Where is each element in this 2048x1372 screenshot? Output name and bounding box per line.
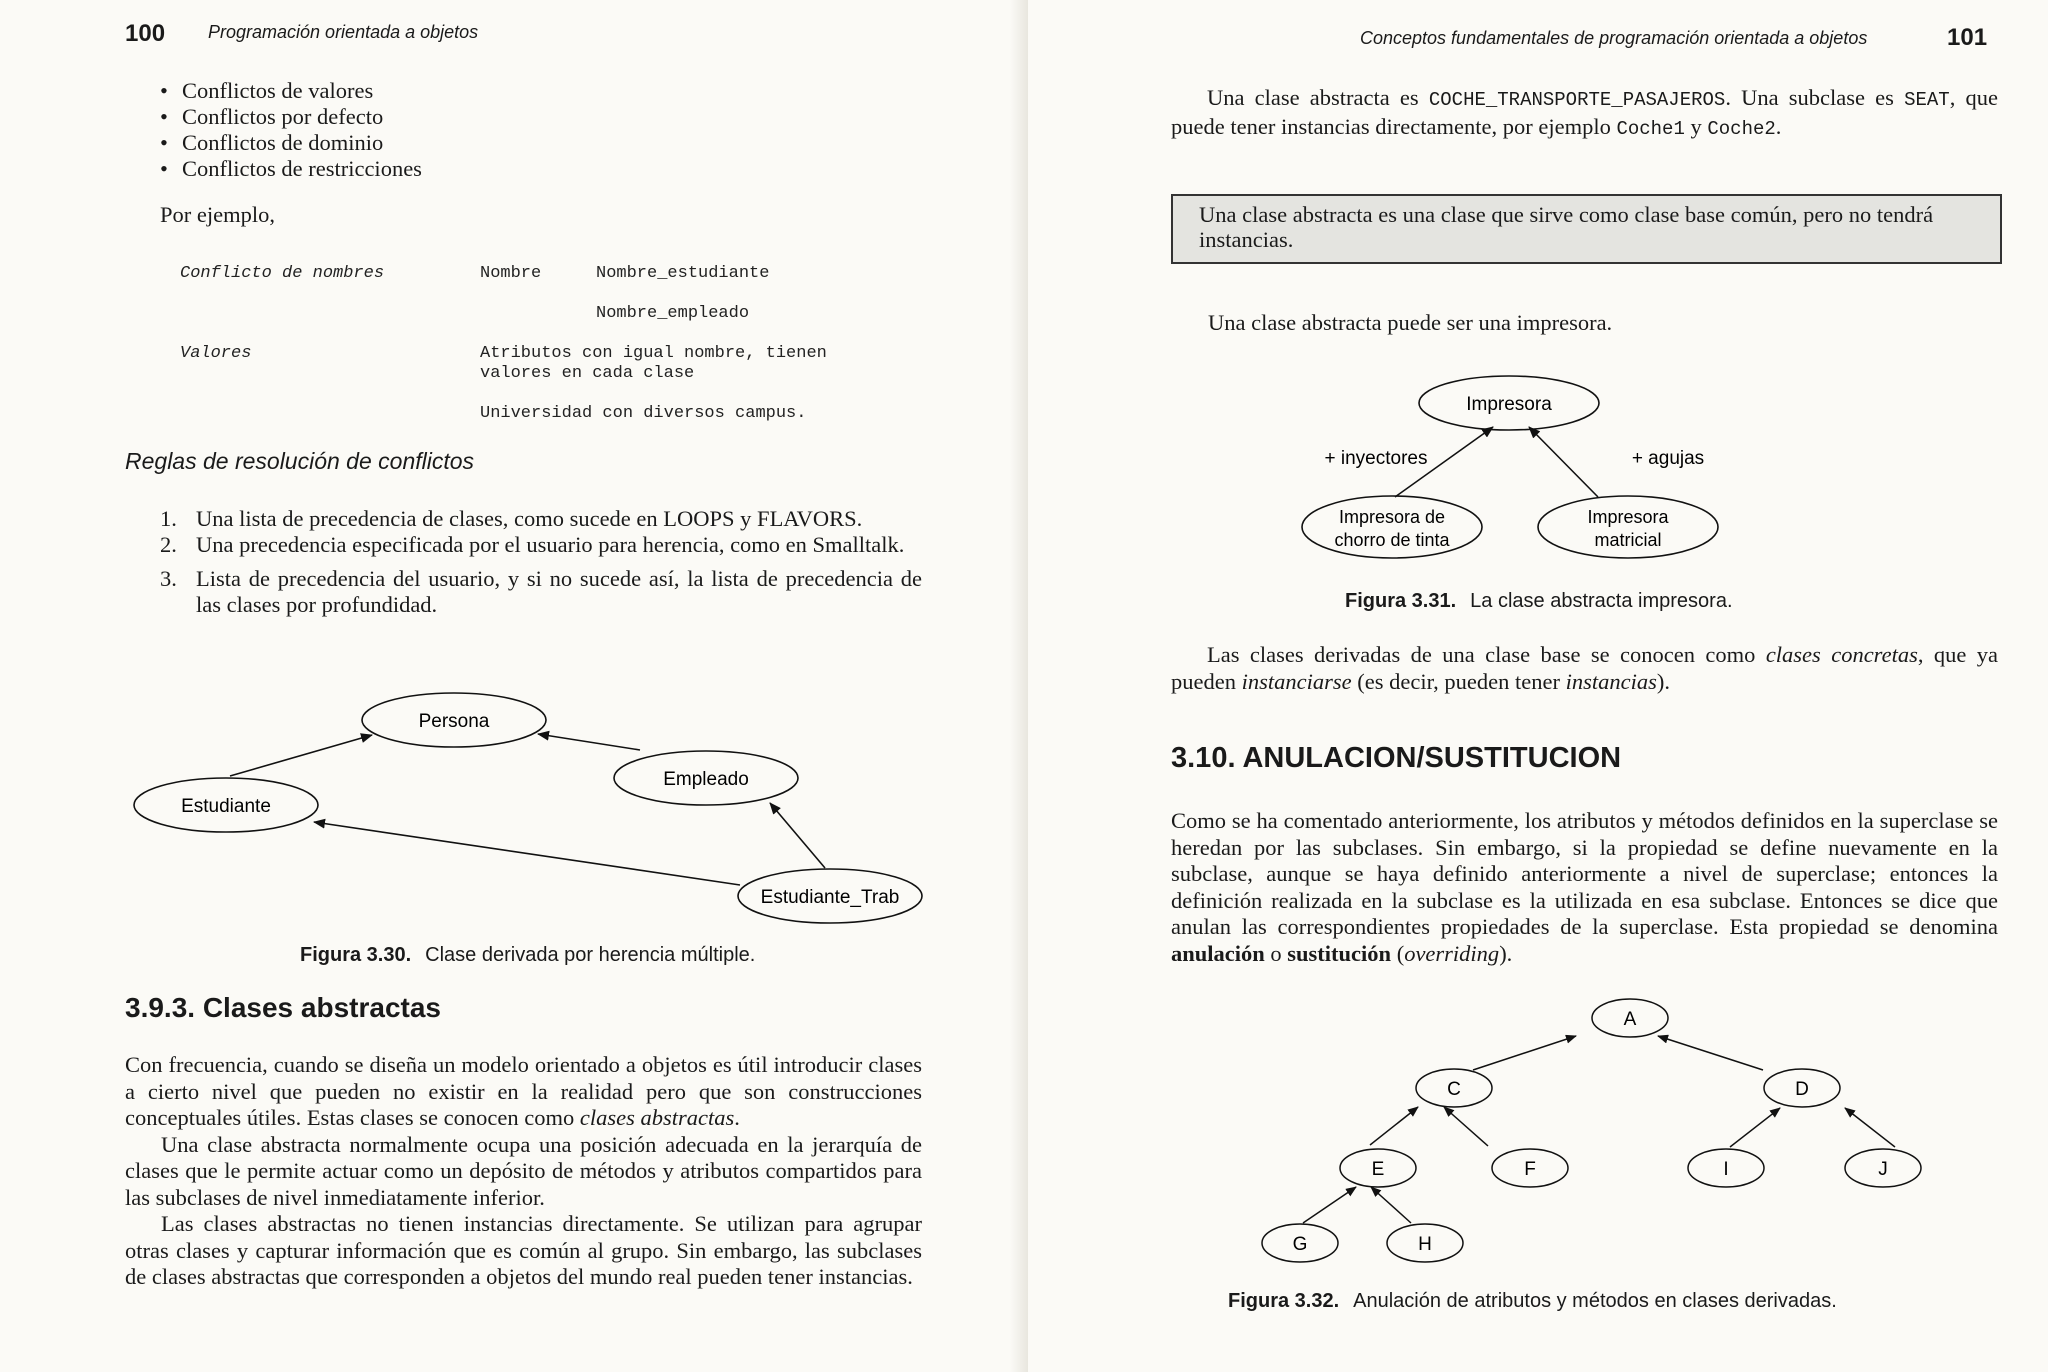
- table-cell: Atributos con igual nombre, tienen: [480, 344, 827, 363]
- paragraph: Las clases abstractas no tienen instancias directamente. Se utilizan para agrupar otras clases y capturar información que es común al grupo. Sin embargo, las subclases de clases abstractas que corresponden a objetos del mundo real pueden tener instancias.: [125, 1211, 922, 1289]
- table-cell: Nombre_empleado: [596, 304, 750, 323]
- node-label: I: [1723, 1159, 1729, 1180]
- edge: [1529, 427, 1598, 497]
- node-label: chorro de tinta: [1334, 530, 1450, 550]
- node-label: Impresora: [1587, 507, 1669, 527]
- node-label: Estudiante: [181, 796, 271, 817]
- node-label: Impresora: [1466, 394, 1552, 415]
- node-label: A: [1623, 1009, 1637, 1030]
- list-item: • Conflictos de valores: [160, 78, 422, 104]
- edge: [1473, 1036, 1576, 1070]
- page-number: 100: [125, 20, 166, 47]
- node-label: Estudiante_Trab: [760, 887, 900, 908]
- node-label: F: [1524, 1159, 1536, 1180]
- edge: [1371, 1187, 1411, 1223]
- edge: [1845, 1108, 1895, 1147]
- table-cell: valores en cada clase: [480, 364, 695, 383]
- edge: [1658, 1036, 1763, 1070]
- list-item: • Conflictos por defecto: [160, 104, 422, 130]
- figure-3-32-diagram: [1228, 990, 1948, 1275]
- edge-label-agujas: + agujas: [1631, 448, 1705, 469]
- figure-3-31-caption: Figura 3.31. La clase abstracta impresora.: [1345, 590, 1733, 612]
- node-label: E: [1371, 1159, 1385, 1180]
- paragraph: Una clase abstracta normalmente ocupa una posición adecuada en la jerarquía de clases que le permite actuar como un depósito de métodos y atributos compartidos para las subclases de nivel inmediatamente inferior.: [125, 1131, 922, 1210]
- list-item: 1. Una lista de precedencia de clases, como sucede en LOOPS y FLAVORS.: [160, 506, 863, 531]
- body-paragraphs: [125, 1052, 922, 1291]
- list-item: 2. Una precedencia especificada por el usuario para herencia, como en Smalltalk.: [160, 532, 905, 557]
- table-row-label: Valores: [180, 344, 252, 363]
- node-label: G: [1292, 1234, 1308, 1255]
- edge: [230, 735, 372, 776]
- node-label: J: [1878, 1159, 1888, 1180]
- edge: [538, 734, 640, 750]
- section-heading-clases-abstractas: 3.9.3. Clases abstractas: [125, 992, 441, 1023]
- edge: [314, 822, 740, 885]
- node-label: C: [1447, 1079, 1461, 1100]
- definition-callout: Una clase abstracta es una clase que sirve como clase base común, pero no tendrá instancias.: [1171, 194, 2002, 264]
- edge: [1370, 1107, 1418, 1145]
- list-item: • Conflictos de restricciones: [160, 156, 422, 182]
- table-row-label: Conflicto de nombres: [180, 264, 385, 283]
- node-label: Empleado: [663, 769, 749, 790]
- edge: [1730, 1108, 1780, 1147]
- table-cell: Nombre: [480, 264, 542, 283]
- edge: [1444, 1107, 1488, 1146]
- running-head: Programación orientada a objetos: [208, 22, 479, 42]
- running-head: Conceptos fundamentales de programación orientada a objetos: [1360, 28, 1868, 48]
- section-heading-anulacion: 3.10. ANULACION/SUSTITUCION: [1171, 742, 1622, 774]
- por-ejemplo: Por ejemplo,: [160, 202, 275, 227]
- node-label: matricial: [1594, 530, 1662, 550]
- node-label: Impresora de: [1338, 507, 1446, 527]
- figure-3-30-diagram: [120, 680, 940, 940]
- figure-3-30-caption: Figura 3.30. Clase derivada por herencia múltiple.: [300, 944, 756, 966]
- list-item: • Conflictos de dominio: [160, 130, 422, 156]
- right-page: [1028, 0, 2048, 1372]
- edge-label-inyectores: + inyectores: [1324, 448, 1428, 469]
- node-label: Persona: [418, 711, 490, 732]
- edge: [770, 803, 825, 868]
- derived-paragraph: Las clases derivadas de una clase base se conocen como clases concretas, que ya pueden instanciarse (es decir, pueden tener instancias).: [1171, 642, 1998, 694]
- conflict-bullet-list: [160, 78, 422, 182]
- printer-sentence: Una clase abstracta puede ser una impresora.: [1208, 310, 1613, 335]
- rules-list: [160, 506, 922, 618]
- list-item: 3. Lista de precedencia del usuario, y si no sucede así, la lista de precedencia de las clases por profundidad.: [160, 566, 922, 617]
- edge: [1303, 1187, 1356, 1223]
- paragraph: Con frecuencia, cuando se diseña un modelo orientado a objetos es útil introducir clases a cierto nivel que pueden no existir en la realidad pero que son construcciones conceptuales útiles. Estas clases se conocen como clases abstractas.: [125, 1052, 922, 1130]
- page-number: 101: [1947, 24, 1988, 51]
- node-label: H: [1418, 1234, 1432, 1255]
- rules-heading: Reglas de resolución de conflictos: [125, 448, 475, 474]
- table-cell: Universidad con diversos campus.: [480, 404, 807, 423]
- override-paragraph: Como se ha comentado anteriormente, los atributos y métodos definidos en la superclase se heredan por las subclases. Sin embargo, si la propiedad se define nuevamente en la subclase, aunque se haya definido anteriormente a nivel de superclase; entonces la definición realizada en la subclase es la utilizada en esa subclase. Entonces se dice que anulan las correspondientes propiedades de la superclase. Esta propiedad se denomina anulación o sustitución (overriding).: [1171, 808, 1998, 966]
- figure-3-32-caption: Figura 3.32. Anulación de atributos y métodos en clases derivadas.: [1228, 1290, 1837, 1312]
- figure-3-31-diagram: [1298, 370, 1858, 570]
- node-label: D: [1795, 1079, 1809, 1100]
- intro-paragraph: Una clase abstracta es COCHE_TRANSPORTE_PASAJEROS. Una subclase es SEAT, que puede tener instancias directamente, por ejemplo Coche1 y Coche2.: [1171, 85, 1998, 140]
- table-cell: Nombre_estudiante: [596, 264, 770, 283]
